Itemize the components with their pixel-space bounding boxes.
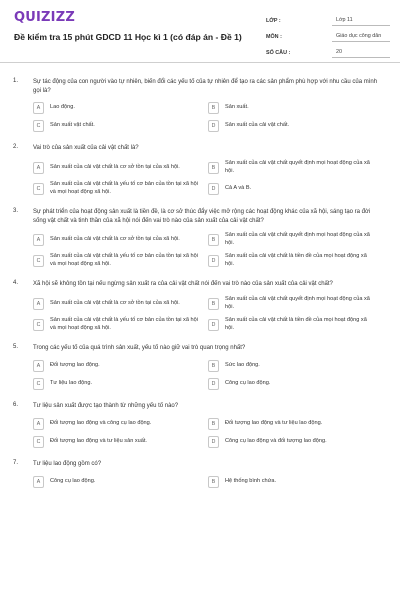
answer-options — [33, 418, 383, 448]
question-item — [0, 402, 400, 448]
document-title: Đề kiểm tra 15 phút GDCD 11 Học kì 1 (có đáp án - Đề 1) — [14, 32, 242, 42]
question-item — [0, 344, 400, 390]
option-text: Sản xuất của cải vật chất là tiền đề của mọi hoạt động xã hội. — [225, 253, 367, 267]
option-text: Sản xuất của cải vật chất quyết định mọi hoạt động của xã hội. — [225, 160, 370, 174]
answer-option[interactable] — [208, 120, 383, 132]
option-text: Đối tượng lao động và tư liệu lao động. — [225, 420, 323, 427]
option-letter-box: A — [33, 102, 44, 114]
answer-option[interactable] — [208, 378, 383, 390]
answer-options — [33, 296, 383, 332]
question-item — [0, 280, 400, 332]
question-item — [0, 144, 400, 196]
option-letter-box: A — [33, 476, 44, 488]
meta-row-class — [266, 10, 390, 26]
answer-option[interactable] — [208, 253, 383, 268]
option-text: Công cụ lao động. — [50, 478, 96, 485]
option-letter-box: A — [33, 234, 44, 246]
option-letter-box: B — [208, 234, 219, 246]
answer-option[interactable] — [33, 120, 208, 132]
answer-option[interactable] — [208, 296, 383, 311]
answer-options — [33, 102, 383, 132]
option-text: Lao động. — [50, 104, 75, 111]
question-number: 3. — [13, 208, 19, 214]
meta-value: Lớp 11 — [332, 17, 390, 26]
option-letter-box: B — [208, 298, 219, 310]
quizizz-logo: QUIZIZZ — [14, 10, 75, 25]
option-letter-box: C — [33, 183, 44, 195]
answer-option[interactable] — [33, 360, 208, 372]
option-letter-box: C — [33, 319, 44, 331]
meta-value: Giáo dục công dân — [332, 33, 390, 42]
option-letter-box: D — [208, 255, 219, 267]
option-text: Đối tượng lao động. — [50, 362, 100, 369]
answer-options — [33, 160, 383, 196]
option-text: Sản xuất của cải vật chất là cơ sở tồn tại của xã hội. — [50, 299, 180, 306]
option-text: Sản xuất của cải vật chất là yếu tố cơ bản của tồn tại xã hội và mọi hoạt động xã hội. — [50, 317, 198, 331]
answer-option[interactable] — [208, 476, 383, 488]
answer-options — [33, 476, 383, 488]
answer-option[interactable] — [33, 418, 208, 430]
question-item — [0, 78, 400, 132]
answer-option[interactable] — [33, 476, 208, 488]
option-letter-box: D — [208, 183, 219, 195]
option-letter-box: B — [208, 476, 219, 488]
option-text: Đối tượng lao động và tư liệu sản xuất. — [50, 438, 147, 445]
question-text: Xã hội sẽ không tồn tại nếu ngừng sản xuất ra của cải vật chất nói đến vai trò nào của sản xuất của cải vật chất? — [33, 281, 333, 287]
question-text: Sự phát triển của hoạt động sản xuất là tiền đề, là cơ sở thúc đẩy việc mở rộng các hoạt động khác của xã hội, sáng tạo ra đời sống vật chất và tinh thần của xã hội nói đến vai trò nào của sản xuất của cải vật chất? — [33, 209, 371, 224]
option-text: Sản xuất của cải vật chất là cơ sở tồn tại của xã hội. — [50, 163, 180, 170]
option-text: Đối tượng lao động và công cụ lao động. — [50, 420, 152, 427]
option-letter-box: D — [208, 319, 219, 331]
header-divider — [0, 62, 400, 63]
question-text: Sự tác động của con người vào tự nhiên, biến đổi các yếu tố của tự nhiên để tạo ra các sản phẩm phù hợp với nhu cầu của mình gọi là? — [33, 79, 378, 94]
meta-value: 20 — [332, 49, 390, 58]
option-text: Công cụ lao động. — [225, 380, 271, 387]
answer-option[interactable] — [33, 317, 208, 332]
question-text: Tư liệu sản xuất được tạo thành từ những yếu tố nào? — [33, 403, 179, 409]
question-list — [0, 78, 400, 500]
option-letter-box: C — [33, 255, 44, 267]
answer-option[interactable] — [208, 102, 383, 114]
option-letter-box: D — [208, 436, 219, 448]
option-letter-box: A — [33, 418, 44, 430]
question-number: 1. — [13, 78, 19, 84]
question-number: 5. — [13, 344, 19, 350]
option-text: Sức lao động. — [225, 362, 260, 369]
option-letter-box: B — [208, 418, 219, 430]
option-letter-box: A — [33, 360, 44, 372]
option-text: Sản xuất của cải vật chất là yếu tố cơ bản của tồn tại xã hội và mọi hoạt động xã hội. — [50, 253, 198, 267]
option-letter-box: D — [208, 120, 219, 132]
answer-options — [33, 360, 383, 390]
answer-option[interactable] — [33, 378, 208, 390]
answer-option[interactable] — [208, 181, 383, 196]
option-text: Sản xuất. — [225, 104, 249, 111]
option-letter-box: A — [33, 162, 44, 174]
option-text: Cả A và B. — [225, 184, 252, 191]
option-letter-box: C — [33, 120, 44, 132]
option-text: Sản xuất của cải vật chất là cơ sở tồn tại của xã hội. — [50, 235, 180, 242]
meta-label: MÔN : — [266, 34, 282, 40]
answer-option[interactable] — [208, 360, 383, 372]
answer-option[interactable] — [208, 418, 383, 430]
meta-label: LỚP : — [266, 18, 281, 24]
answer-option[interactable] — [33, 436, 208, 448]
option-letter-box: B — [208, 162, 219, 174]
option-letter-box: C — [33, 378, 44, 390]
option-text: Tư liệu lao động. — [50, 380, 92, 387]
option-text: Công cụ lao động và đối tượng lao động. — [225, 438, 327, 445]
option-text: Sản xuất của cải vật chất là yếu tố cơ bản của tồn tại xã hội và mọi hoạt động xã hội. — [50, 181, 198, 195]
question-text: Tư liệu lao động gồm có? — [33, 461, 102, 467]
meta-row-subject — [266, 26, 390, 42]
question-text: Trong các yếu tố của quá trình sản xuất, yếu tố nào giữ vai trò quan trọng nhất? — [33, 345, 246, 351]
option-letter-box: C — [33, 436, 44, 448]
document-meta — [266, 10, 390, 58]
answer-option[interactable] — [208, 317, 383, 332]
option-letter-box: A — [33, 298, 44, 310]
option-letter-box: B — [208, 360, 219, 372]
answer-option[interactable] — [33, 253, 208, 268]
option-text: Sản xuất vật chất. — [50, 122, 95, 129]
document-header — [0, 0, 400, 62]
option-text: Sản xuất của cải vật chất là tiền đề của mọi hoạt động xã hội. — [225, 317, 367, 331]
answer-option[interactable] — [33, 160, 208, 175]
answer-option[interactable] — [208, 436, 383, 448]
option-text: Hệ thống bình chứa. — [225, 478, 277, 485]
option-text: Sản xuất của cải vật chất. — [225, 122, 290, 129]
answer-option[interactable] — [208, 160, 383, 175]
meta-label: SỐ CÂU : — [266, 50, 291, 56]
question-number: 6. — [13, 402, 19, 408]
answer-option[interactable] — [33, 102, 208, 114]
question-text: Vai trò của sản xuất của cải vật chất là? — [33, 145, 139, 151]
answer-options — [33, 232, 383, 268]
question-item — [0, 460, 400, 488]
question-number: 4. — [13, 280, 19, 286]
option-letter-box: B — [208, 102, 219, 114]
answer-option[interactable] — [33, 232, 208, 247]
answer-option[interactable] — [33, 296, 208, 311]
meta-row-question-count — [266, 42, 390, 58]
question-number: 2. — [13, 144, 19, 150]
answer-option[interactable] — [208, 232, 383, 247]
option-text: Sản xuất của cải vật chất quyết định mọi hoạt động của xã hội. — [225, 232, 370, 246]
option-letter-box: D — [208, 378, 219, 390]
question-item — [0, 208, 400, 268]
question-number: 7. — [13, 460, 19, 466]
answer-option[interactable] — [33, 181, 208, 196]
option-text: Sản xuất của cải vật chất quyết định mọi hoạt động của xã hội. — [225, 296, 370, 310]
